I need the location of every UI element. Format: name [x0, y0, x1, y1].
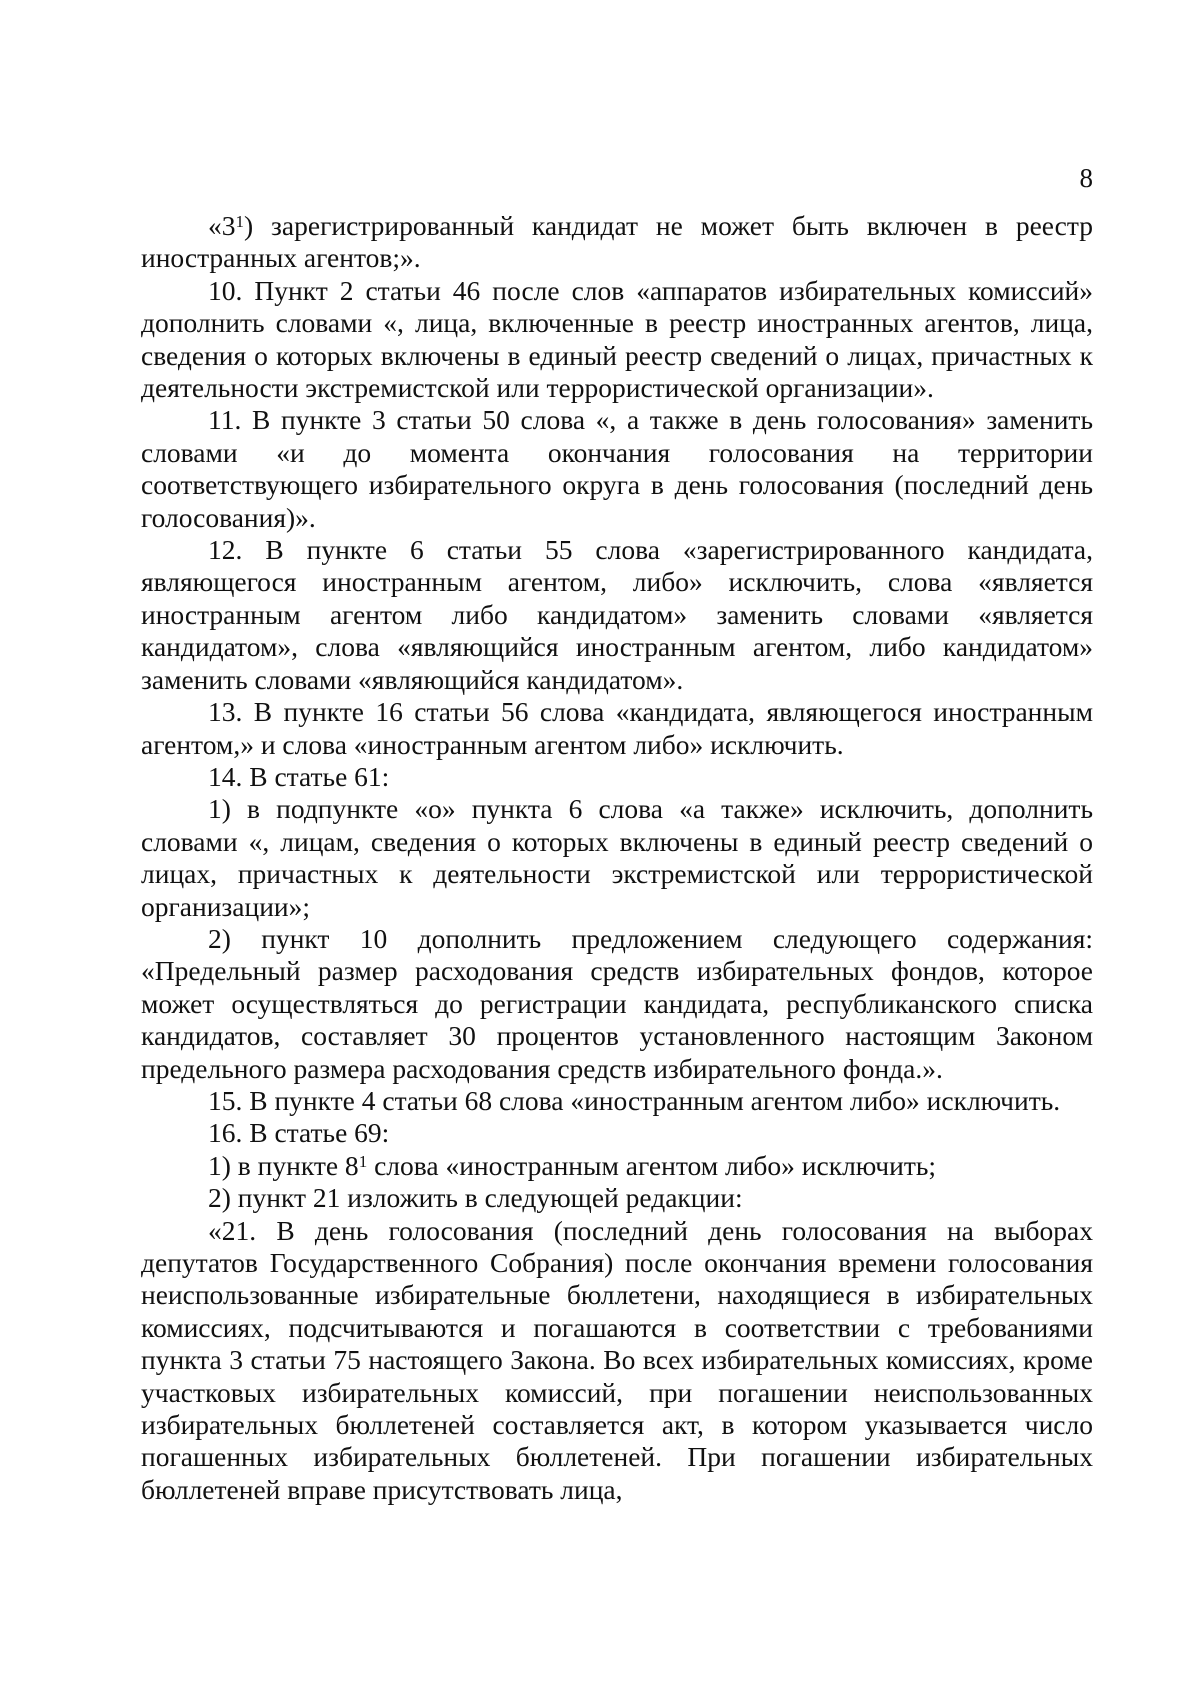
superscript: 1: [235, 212, 245, 232]
paragraph-text: 1) в пункте 8: [208, 1149, 359, 1181]
paragraph-item-14-1: 1) в подпункте «о» пункта 6 слова «а также» исключить, дополнить словами «, лицам, сведения о которых включены в единый реестр сведений о лицах, причастных к деятельности экстремистской или террористической организации»;: [141, 793, 1093, 922]
paragraph-item-16: 16. В статье 69:: [208, 1117, 390, 1149]
paragraph-text: слова «иностранным агентом либо» исключить;: [367, 1149, 937, 1181]
paragraph-item-16-1: [141, 1150, 1093, 1182]
paragraph-item-12: 12. В пункте 6 статьи 55 слова «зарегистрированного кандидата, являющегося иностранным агентом, либо» исключить, слова «является иностранным агентом либо кандидатом» заменить словами «является кандидатом», слова «являющийся иностранным агентом, либо кандидатом» заменить словами «являющийся кандидатом».: [141, 534, 1093, 695]
paragraph-item-14-2: 2) пункт 10 дополнить предложением следующего содержания: «Предельный размер расходования средств избирательных фондов, которое может осуществляться до регистрации кандидата, республиканского списка кандидатов, составляет 30 процентов установленного настоящим Законом предельного размера расходования средств избирательного фонда.».: [141, 922, 1093, 1084]
paragraph-item-11: 11. В пункте 3 статьи 50 слова «, а также в день голосования» заменить словами «и до момента окончания голосования на территории соответствующего избирательного округа в день голосования (последний день голосования)».: [141, 404, 1093, 533]
paragraph-3-1-clause: [141, 210, 1093, 275]
paragraph-text: ) зарегистрированный кандидат не может быть включен в реестр иностранных агентов;».: [141, 210, 1093, 274]
paragraph-item-16-2: 2) пункт 21 изложить в следующей редакции:: [208, 1182, 743, 1214]
page-number: 8: [1079, 163, 1093, 193]
paragraph-item-13: 13. В пункте 16 статьи 56 слова «кандидата, являющегося иностранным агентом,» и слова «иностранным агентом либо» исключить.: [141, 696, 1093, 760]
paragraph-item-15: 15. В пункте 4 статьи 68 слова «иностранным агентом либо» исключить.: [208, 1084, 1061, 1116]
paragraph-item-14: 14. В статье 61:: [208, 760, 390, 792]
superscript: 1: [358, 1152, 368, 1172]
paragraph-clause-21: «21. В день голосования (последний день голосования на выборах депутатов Государственного Собрания) после окончания времени голосования неиспользованные избирательные бюллетени, находящиеся в избирательных комиссиях, подсчитываются и погашаются в соответствии с требованиями пункта 3 статьи 75 настоящего Закона. Во всех избирательных комиссиях, кроме участковых избирательных комиссий, при погашении неиспользованных избирательных бюллетеней составляется акт, в котором указывается число погашенных избирательных бюллетеней. При погашении избирательных бюллетеней вправе присутствовать лица,: [141, 1214, 1093, 1505]
paragraph-text: «3: [208, 210, 236, 241]
paragraph-item-10: 10. Пункт 2 статьи 46 после слов «аппаратов избирательных комиссий» дополнить словами «, лица, включенные в реестр иностранных агентов, лица, сведения о которых включены в единый реестр сведений о лицах, причастных к деятельности экстремистской или террористической организации».: [141, 274, 1093, 404]
document-body: [141, 210, 1093, 1506]
